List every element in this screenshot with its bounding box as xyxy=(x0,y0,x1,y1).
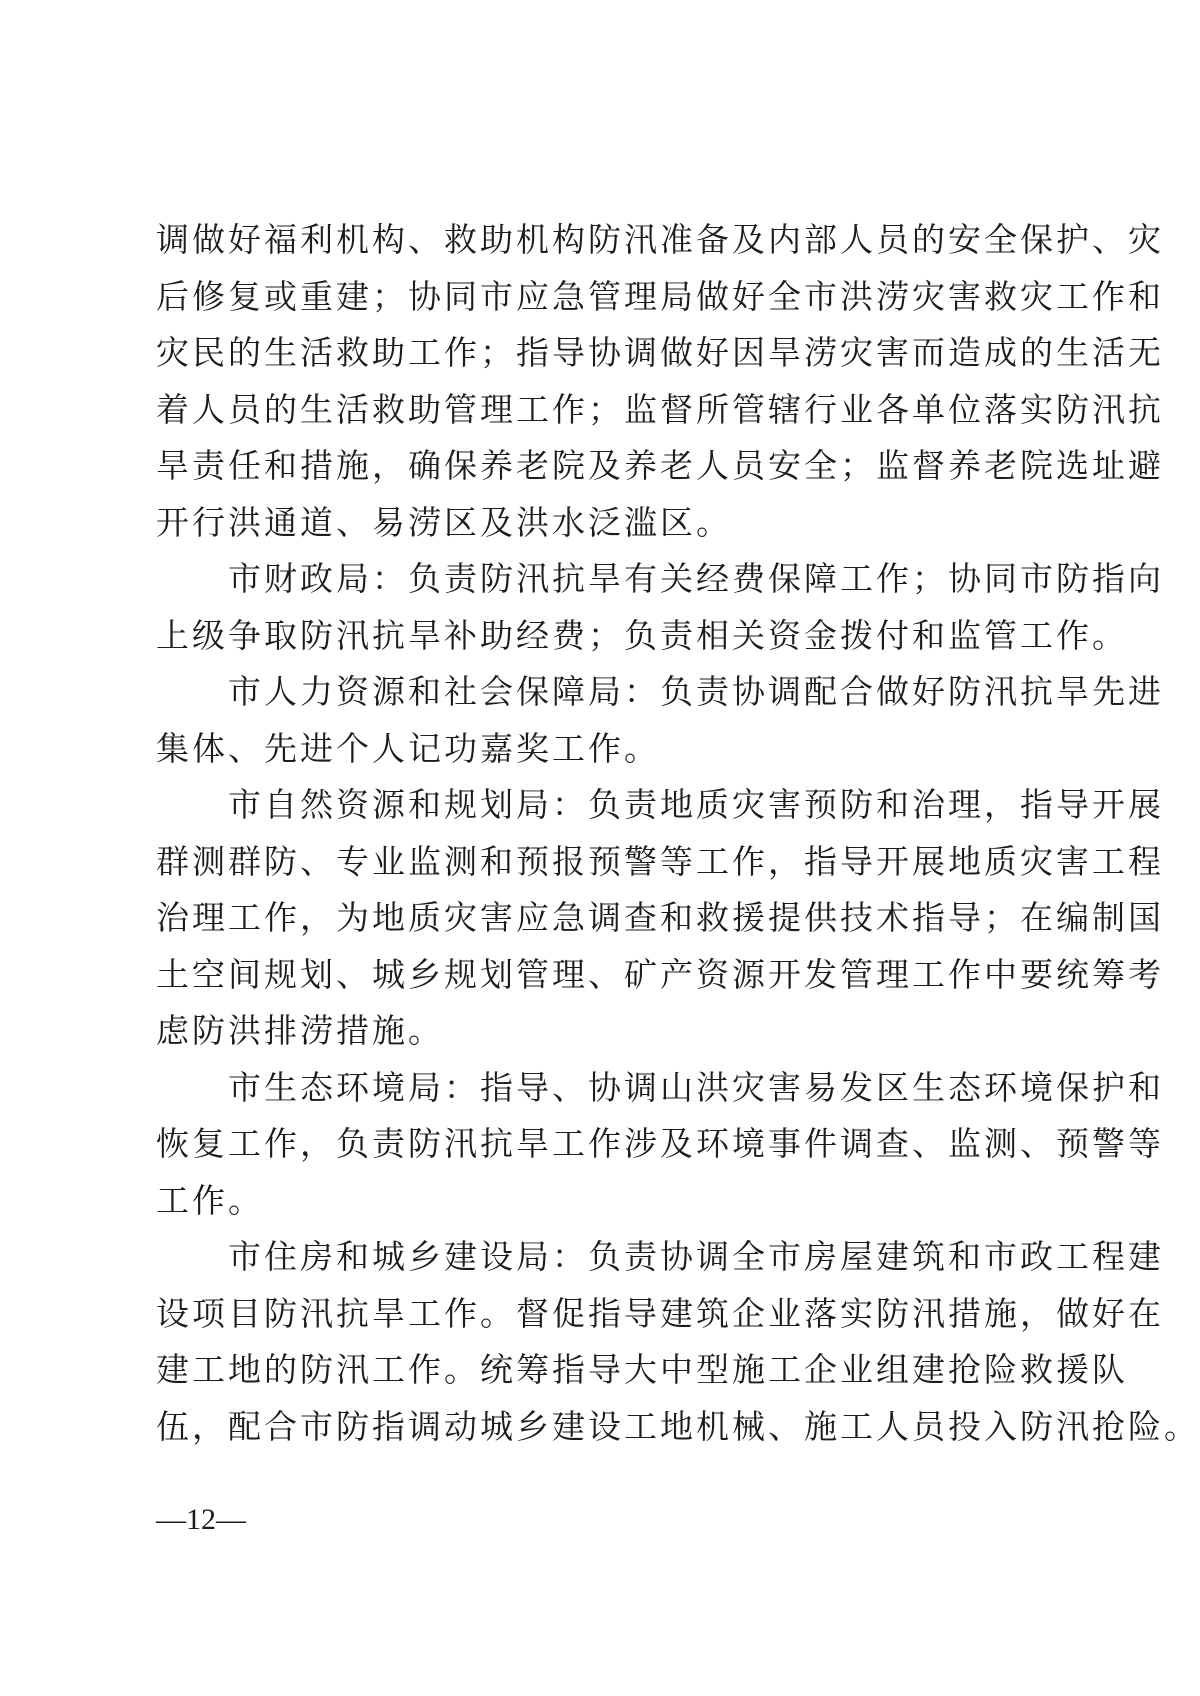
text-line: 恢复工作，负责防汛抗旱工作涉及环境事件调查、监测、预警等 xyxy=(156,1124,1164,1163)
text-line: 着人员的生活救助管理工作；监督所管辖行业各单位落实防汛抗 xyxy=(156,389,1164,429)
text-line: 旱责任和措施，确保养老院及养老人员安全；监督养老院选址避 xyxy=(156,446,1164,485)
text-line: 设项目防汛抗旱工作。督促指导建筑企业落实防汛措施，做好在 xyxy=(156,1293,1164,1333)
text-line: 伍，配合市防指调动城乡建设工地机械、施工人员投入防汛抢险。 xyxy=(156,1406,1200,1446)
text-line: 市人力资源和社会保障局：负责协调配合做好防汛抗旱先进 xyxy=(156,672,1164,711)
text-line: 土空间规划、城乡规划管理、矿产资源开发管理工作中要统筹考 xyxy=(156,954,1164,994)
text-line: 市自然资源和规划局：负责地质灾害预防和治理，指导开展 xyxy=(156,785,1164,824)
text-line: 群测群防、专业监测和预报预警等工作，指导开展地质灾害工程 xyxy=(156,841,1164,881)
text-line: 建工地的防汛工作。统筹指导大中型施工企业组建抢险救援队 xyxy=(156,1350,1128,1389)
text-line: 市生态环境局：指导、协调山洪灾害易发区生态环境保护和 xyxy=(156,1067,1164,1107)
text-line: 虑防洪排涝措施。 xyxy=(156,1011,444,1050)
text-line: 市住房和城乡建设局：负责协调全市房屋建筑和市政工程建 xyxy=(156,1237,1164,1276)
body-text xyxy=(156,212,1200,1455)
text-line: 集体、先进个人记功嘉奖工作。 xyxy=(156,728,660,768)
text-line: 上级争取防汛抗旱补助经费；负责相关资金拨付和监管工作。 xyxy=(156,615,1128,655)
text-line: 治理工作，为地质灾害应急调查和救援提供技术指导；在编制国 xyxy=(156,898,1164,937)
document-body xyxy=(156,212,1200,1455)
text-line: 市财政局：负责防汛抗旱有关经费保障工作；协同市防指向 xyxy=(156,559,1164,598)
text-line: 后修复或重建；协同市应急管理局做好全市洪涝灾害救灾工作和 xyxy=(156,276,1164,316)
page-number: —12— xyxy=(156,1503,246,1536)
text-line: 调做好福利机构、救助机构防汛准备及内部人员的安全保护、灾 xyxy=(156,220,1164,259)
text-line: 开行洪通道、易涝区及洪水泛滥区。 xyxy=(156,502,732,542)
text-line: 灾民的生活救助工作；指导协调做好因旱涝灾害而造成的生活无 xyxy=(156,333,1164,372)
text-line: 工作。 xyxy=(156,1180,264,1220)
